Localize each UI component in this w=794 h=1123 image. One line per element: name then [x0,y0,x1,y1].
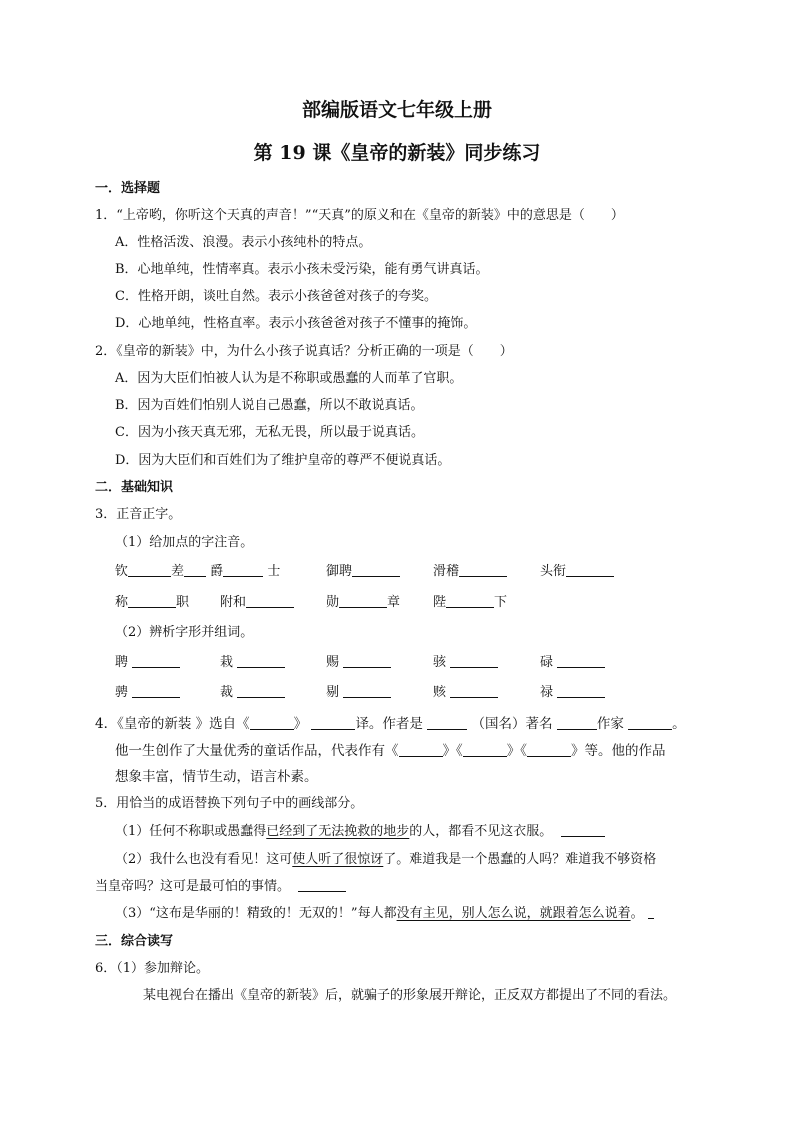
char-item: 碌 [540,654,605,672]
char-item: 赅 [433,684,498,702]
char-item: 骋 [115,684,180,702]
answer-blank[interactable] [561,823,605,837]
answer-blank[interactable] [298,878,346,892]
char-item: 裁 [220,684,285,702]
underlined-phrase: 已经到了无法挽救的地步 [266,824,410,839]
answer-blank[interactable] [343,654,391,668]
section-heading-basics: 二．基础知识 [95,480,174,495]
question-4-line-3: 想象丰富，情节生动，语言朴素。 [115,769,318,785]
section-heading-choice: 一．选择题 [95,181,161,196]
answer-blank[interactable] [132,654,180,668]
pinyin-item-touxian: 头衔 [540,563,614,581]
answer-blank[interactable] [237,684,285,698]
pinyin-item-xunzhang: 勋 章 [326,595,401,610]
question-2-option-d: D．因为大臣们和百姓们为了维护皇帝的尊严不便说真话。 [115,453,451,468]
pinyin-item-bixia: 陛 下 [433,595,508,610]
question-3-part-1: （1）给加点的字注音。 [115,535,254,550]
question-5-sentence-2-cont: 当皇帝吗？这可是最可怕的事情。 [95,878,346,896]
char-item: 赐 [326,654,391,672]
answer-blank[interactable] [184,563,206,577]
answer-blank[interactable] [223,563,263,577]
question-2-option-b: B．因为百姓们怕别人说自己愚蠢，所以不敢说真话。 [115,398,424,413]
answer-blank[interactable] [450,684,498,698]
lesson-subtitle: 第 19 课《皇帝的新装》同步练习 [253,142,541,164]
page-title: 部编版语文七年级上册 [301,99,492,121]
underlined-phrase: 使人听了很惊讶 [292,852,384,867]
question-1-option-d: D．心地单纯，性格直率。表示小孩爸爸对孩子不懂事的掩饰。 [115,316,477,331]
answer-blank[interactable] [343,684,391,698]
pinyin-item-chenzhi: 称 职 [115,595,190,610]
pinyin-item-qinchai-jueshi: 钦 差 爵 士 [115,564,281,579]
pinyin-item-huaji: 滑稽 [433,563,507,581]
answer-blank[interactable] [339,594,387,608]
question-5-stem: 5．用恰当的成语替换下列句子中的画线部分。 [95,796,364,811]
answer-blank[interactable] [311,716,355,730]
question-1-stem: 1．“上帝哟，你听这个天真的声音！”“天真”的原义和在《皇帝的新装》中的意思是（ ） [95,208,624,223]
answer-blank[interactable] [557,654,605,668]
question-2-stem: 2．《皇帝的新装》中，为什么小孩子说真话？分析正确的一项是（ ） [95,344,513,359]
answer-blank[interactable] [352,563,400,577]
char-item: 骇 [433,654,498,672]
question-2-option-a: A．因为大臣们怕被人认为是不称职或愚蠢的人而革了官职。 [115,371,463,386]
answer-blank[interactable] [527,743,571,757]
char-item: 栽 [220,654,285,672]
question-4-line-2: 他一生创作了大量优秀的童话作品，代表作有《 》《 》《 》等。他的作品 [115,743,666,759]
question-5-sentence-2: （2）我什么也没有看见！这可使人听了很惊讶了。难道我是一个愚蠢的人吗？难道我不够资格 [115,852,657,867]
section-heading-reading: 三．综合读写 [95,934,174,949]
answer-blank[interactable] [450,654,498,668]
answer-blank[interactable] [446,594,494,608]
answer-blank[interactable] [459,563,507,577]
question-1-option-a: A．性格活泼、浪漫。表示小孩纯朴的特点。 [115,235,372,250]
answer-blank[interactable] [250,716,294,730]
question-5-sentence-1: （1）任何不称职或愚蠢得已经到了无法挽救的地步的人，都看不见这衣服。 [115,823,605,841]
question-4-line-1: 4．《皇帝的新装 》选自《 》 译。作者是 （国名）著名 作家 。 [95,716,686,732]
answer-blank[interactable] [648,905,654,919]
answer-blank[interactable] [128,563,171,577]
char-item: 聘 [115,654,180,672]
answer-blank[interactable] [128,594,176,608]
question-2-option-c: C．因为小孩天真无邪，无私无畏，所以最于说真话。 [115,425,424,440]
answer-blank[interactable] [132,684,180,698]
question-5-sentence-3: （3）“这布是华丽的！精致的！无双的！”每人都没有主见，别人怎么说，就跟着怎么说着。 [115,905,654,923]
answer-blank[interactable] [566,563,614,577]
question-1-option-b: B．心地单纯，性情率真。表示小孩未受污染，能有勇气讲真话。 [115,262,489,277]
question-3-stem: 3．正音正字。 [95,507,182,522]
question-6-text: 某电视台在播出《皇帝的新装》后，就骗子的形象展开辩论，正反双方都提出了不同的看法。 [143,988,677,1003]
underlined-phrase: 没有主见，别人怎么说，就跟着怎么说着 [396,906,631,921]
answer-blank[interactable] [237,654,285,668]
char-item: 剔 [326,684,391,702]
question-6-stem: 6．（1）参加辩论。 [95,961,210,976]
answer-blank[interactable] [557,716,597,730]
answer-blank[interactable] [246,594,294,608]
pinyin-item-fuhe: 附和 [220,594,294,612]
answer-blank[interactable] [557,684,605,698]
pinyin-item-yupin: 御聘 [326,563,400,581]
answer-blank[interactable] [427,716,467,730]
answer-blank[interactable] [399,743,443,757]
answer-blank[interactable] [628,716,672,730]
answer-blank[interactable] [463,743,507,757]
char-item: 禄 [540,684,605,702]
question-1-option-c: C．性格开朗，谈吐自然。表示小孩爸爸对孩子的夸奖。 [115,289,437,304]
question-3-part-2: （2）辨析字形并组词。 [115,625,254,640]
